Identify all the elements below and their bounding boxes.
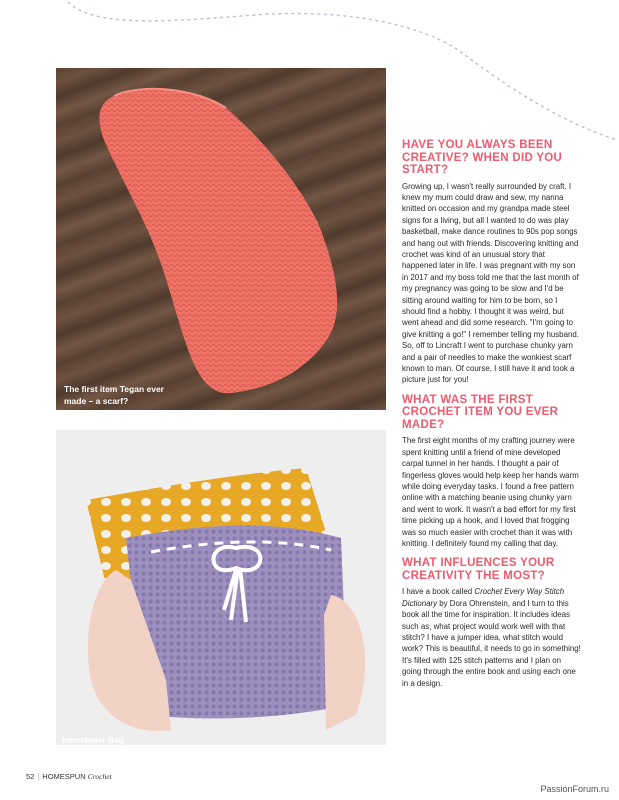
scarf-photo-caption [64,383,164,407]
body-text-before: I have a book called [402,587,475,597]
caption-line-2: made – a scarf? [64,396,129,406]
page-number: 52 [26,772,35,781]
brand-italic: Crochet [87,772,112,781]
body-text-after: by Dora Ohrenstein, and I turn to this book all the time for inspiration. It includes ideas such as, what project would work well with that stitch? I have a jumper idea, what stitch would work? This is beautiful, it needs to go in something! It's filled with 125 stitch patterns and I plan on going through the entire book and using each one in a design. [402,598,581,688]
scarf-photo [56,68,386,410]
section-2 [402,394,582,550]
bag-photo [56,430,386,745]
brand-name: HOMESPUN [42,772,86,781]
section-body: The first eight months of my crafting journey were spent knitting until a friend of mine developed carpal tunnel in her hands. I thought a pair of fingerless gloves would help keep her hands warm while doing everyday tasks. I found a free pattern online with a matching beanie using chunky yarn and went to work. It wasn't a bad effort for my first time picking up a hook, and I loved that frogging was so much easier with crochet than it was with knitting. I definitely found my calling that day. [402,436,579,548]
section-heading: WHAT WAS THE FIRST CROCHET ITEM YOU EVER MADE? [402,393,559,431]
bag-photo-caption: Interstellar Bag [62,735,124,745]
article-column [402,139,582,697]
section-body: Growing up, I wasn't really surrounded by craft. I knew my mum could draw and sew, my nanna knitted on occasion and my grandpa made steel signs for a living, but all I wanted to do was play basketball, make dance routines to 90s pop songs and hang out with friends. Discovering knitting and crochet was kind of an unusual story that happened later in life. I was pregnant with my son in 2017 and my boss told me that the last month of my pregnancy was going to be slow and I'd be sitting around waiting for him to be born, so I should find a hobby. I thought it was weird, but went ahead and did some research. "I'm going to give knitting a go!" I remember telling my husband. So, off to Lincraft I went to purchase chunky yarn and a pair of needles to make the wonkiest scarf known to man. Of course, I still have it and took a picture just for you! [402,181,579,385]
section-body [402,586,582,689]
scarf-image [56,68,386,410]
bag-image [56,430,386,745]
footer-separator: | [37,772,40,781]
caption-line-1: The first item Tegan ever [64,384,164,394]
page-footer [26,772,112,781]
watermark: PassionForum.ru [540,784,609,794]
section-heading: WHAT INFLUENCES YOUR CREATIVITY THE MOST? [402,557,555,582]
section-1 [402,139,582,386]
section-3 [402,557,582,689]
section-heading: HAVE YOU ALWAYS BEEN CREATIVE? WHEN DID YOU START? [402,139,563,176]
book-title: Crochet Every Way Stitch Dictionary [402,587,565,608]
